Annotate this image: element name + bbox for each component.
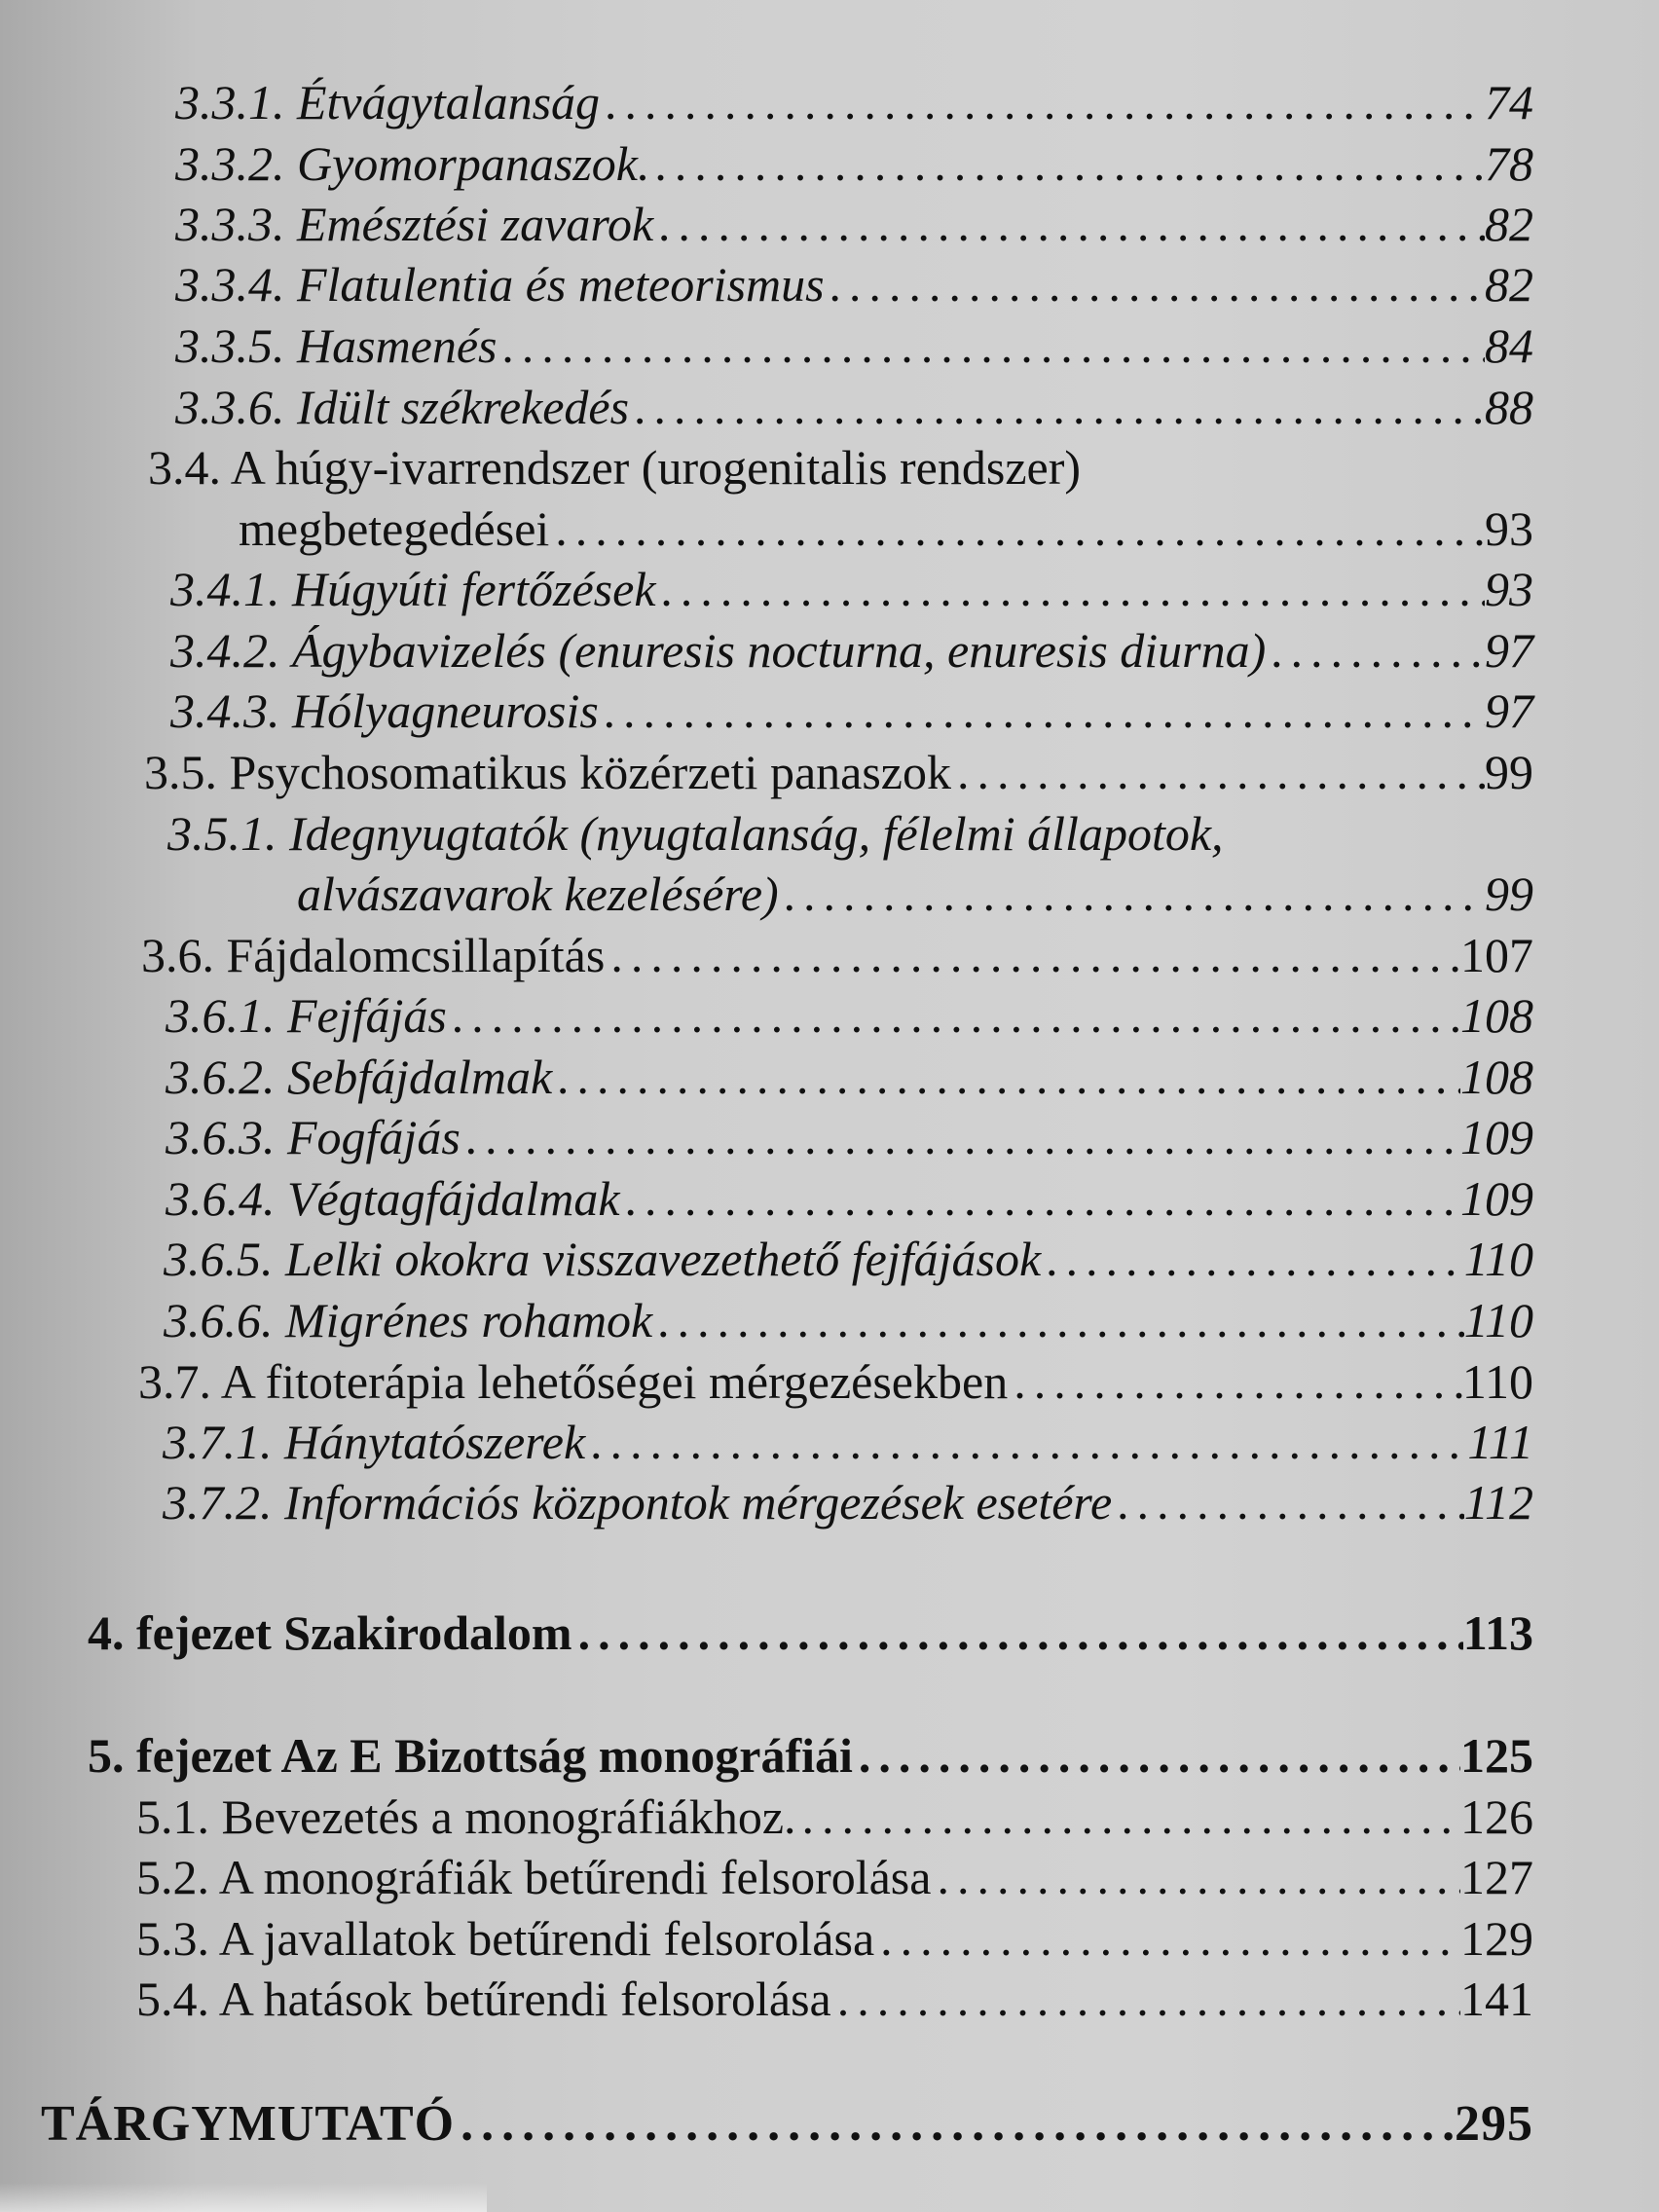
toc-entry-page: 109 xyxy=(1460,1171,1533,1226)
toc-entry-label: 3.6.2. Sebfájdalmak xyxy=(166,1050,553,1104)
leader-dots xyxy=(951,743,1485,801)
leader-dots xyxy=(455,2095,1455,2154)
toc-entry-label: 3.3.2. Gyomorpanaszok. xyxy=(175,136,650,191)
leader-dots xyxy=(831,1970,1460,2028)
toc-chapter-4 xyxy=(88,1604,1533,1662)
toc-entry-label: 3.6.1. Fejfájás xyxy=(166,988,447,1043)
toc-entry-5-3 xyxy=(136,1909,1533,1968)
toc-entry-label: 5. fejezet Az E Bizottság monográfiái xyxy=(88,1728,853,1783)
leader-dots xyxy=(549,499,1485,558)
toc-entry-3-4-1 xyxy=(170,560,1533,618)
leader-dots xyxy=(653,195,1485,253)
toc-entry-label: 3.3.1. Étvágytalanság xyxy=(175,75,601,129)
toc-entry-label: 3.5. Psychosomatikus közérzeti panaszok xyxy=(144,745,951,799)
leader-dots xyxy=(1112,1473,1464,1531)
toc-entry-page: 97 xyxy=(1485,623,1533,678)
toc-entry-page: 108 xyxy=(1460,1050,1533,1104)
toc-entry-page: 112 xyxy=(1463,1475,1533,1530)
toc-entry-label: TÁRGYMUTATÓ xyxy=(41,2096,456,2152)
toc-entry-page: 78 xyxy=(1485,136,1533,191)
leader-dots xyxy=(1008,1352,1462,1411)
toc-entry-3-3-2 xyxy=(175,134,1533,193)
toc-entry-page: 110 xyxy=(1461,1354,1533,1409)
toc-entry-3-3-6 xyxy=(175,378,1533,436)
leader-dots xyxy=(796,1788,1460,1846)
toc-entry-label: 3.3.4. Flatulentia és meteorismus xyxy=(175,257,825,312)
toc-entry-page: 108 xyxy=(1460,988,1533,1043)
toc-entry-page: 97 xyxy=(1485,683,1533,738)
leader-dots xyxy=(656,560,1485,618)
toc-entry-3-6-3 xyxy=(166,1108,1533,1166)
toc-entry-label: 4. fejezet Szakirodalom xyxy=(88,1605,572,1660)
leader-dots xyxy=(552,1048,1460,1106)
toc-entry-label: 3.6.6. Migrénes rohamok xyxy=(164,1293,653,1347)
toc-entry-3-7 xyxy=(138,1352,1533,1411)
toc-entry-5-2 xyxy=(136,1848,1533,1906)
toc-entry-page: 127 xyxy=(1460,1850,1533,1904)
toc-entry-page: 129 xyxy=(1460,1911,1533,1966)
toc-entry-label: 3.4.1. Húgyúti fertőzések xyxy=(170,562,656,616)
toc-entry-label: 3.3.6. Idült székrekedés xyxy=(175,380,630,434)
leader-dots xyxy=(779,865,1485,923)
toc-entry-page: 295 xyxy=(1455,2096,1533,2152)
toc-entry-page: 99 xyxy=(1485,745,1533,799)
toc-entry-3-6-6 xyxy=(164,1291,1533,1349)
leader-dots xyxy=(1041,1230,1464,1288)
leader-dots xyxy=(447,986,1460,1045)
toc-entry-3-4 xyxy=(239,499,1533,558)
toc-entry-label: 3.4.3. Hólyagneurosis xyxy=(170,683,599,738)
toc-entry-3-3-3 xyxy=(175,195,1533,253)
leader-dots xyxy=(600,73,1485,131)
toc-entry-label: 3.6.3. Fogfájás xyxy=(166,1110,461,1164)
toc-entry-page: 110 xyxy=(1463,1232,1533,1286)
toc-entry-label: 3.7. A fitoterápia lehetőségei mérgezésekben xyxy=(138,1354,1009,1409)
leader-dots xyxy=(649,134,1485,193)
leader-dots xyxy=(620,1169,1460,1228)
toc-entry-page: 84 xyxy=(1485,318,1533,373)
toc-entry-label: 3.7.2. Információs központok mérgezések esetére xyxy=(163,1475,1113,1530)
toc-entry-3-3-5 xyxy=(175,316,1533,375)
toc-entry-label: 5.2. A monográfiák betűrendi felsorolása xyxy=(136,1850,932,1904)
toc-entry-3-6-4 xyxy=(166,1169,1533,1228)
toc-entry-page: 82 xyxy=(1485,197,1533,251)
leader-dots xyxy=(498,316,1485,375)
leader-dots xyxy=(853,1726,1460,1785)
toc-entry-label: 3.7.1. Hánytatószerek xyxy=(163,1415,586,1469)
toc-entry-3-3-4 xyxy=(175,255,1533,313)
toc-entry-label: megbetegedései xyxy=(239,501,550,556)
toc-entry-page: 110 xyxy=(1463,1293,1533,1347)
toc-entry-3-3-1 xyxy=(175,73,1533,131)
toc-entry-page: 93 xyxy=(1485,501,1533,556)
toc-entry-label: 5.4. A hatások betűrendi felsorolása xyxy=(136,1972,831,2026)
toc-entry-page: 141 xyxy=(1460,1972,1533,2026)
toc-entry-label: 3.6.4. Végtagfájdalmak xyxy=(166,1171,620,1226)
toc-entry-3-4-2 xyxy=(170,621,1533,680)
toc-entry-3-6-2 xyxy=(166,1048,1533,1106)
toc-entry-3-5-1 xyxy=(297,865,1533,923)
toc-entry-3-6-1 xyxy=(166,986,1533,1045)
toc-entry-label: 3.6.5. Lelki okokra visszavezethető fejfájások xyxy=(164,1232,1042,1286)
leader-dots xyxy=(572,1604,1463,1662)
toc-entry-page: 111 xyxy=(1467,1415,1533,1469)
toc-entry-3-5-1-line1: 3.5.1. Idegnyugtatók (nyugtalanság, félelmi állapotok, xyxy=(167,806,1224,861)
toc-entry-page: 74 xyxy=(1485,75,1533,129)
watermark-strip xyxy=(0,2183,487,2212)
toc-entry-3-6 xyxy=(141,926,1533,984)
toc-entry-label: 3.6. Fájdalomcsillapítás xyxy=(141,928,606,982)
toc-entry-page: 93 xyxy=(1485,562,1533,616)
toc-entry-5-4 xyxy=(136,1970,1533,2028)
toc-entry-3-4-3 xyxy=(170,682,1533,740)
toc-entry-page: 126 xyxy=(1460,1789,1533,1844)
leader-dots xyxy=(585,1413,1467,1471)
leader-dots xyxy=(874,1909,1460,1968)
toc-entry-page: 82 xyxy=(1485,257,1533,312)
toc-chapter-5 xyxy=(88,1726,1533,1785)
toc-entry-page: 125 xyxy=(1460,1728,1533,1783)
leader-dots xyxy=(461,1108,1460,1166)
leader-dots xyxy=(599,682,1485,740)
toc-entry-3-5 xyxy=(144,743,1533,801)
leader-dots xyxy=(931,1848,1460,1906)
toc-entry-3-7-1 xyxy=(163,1413,1533,1471)
toc-entry-page: 109 xyxy=(1460,1110,1533,1164)
leader-dots xyxy=(652,1291,1463,1349)
leader-dots xyxy=(825,255,1485,313)
toc-entry-3-7-2 xyxy=(163,1473,1533,1531)
toc-entry-5-1 xyxy=(136,1788,1533,1846)
toc-entry-label: 3.3.5. Hasmenés xyxy=(175,318,498,373)
toc-entry-label: 3.4.2. Ágybavizelés (enuresis nocturna, enuresis diurna) xyxy=(170,623,1267,678)
leader-dots xyxy=(605,926,1460,984)
toc-entry-label: 5.1. Bevezetés a monográfiákhoz. xyxy=(136,1789,796,1844)
toc-entry-label: 3.3.3. Emésztési zavarok xyxy=(175,197,654,251)
toc-entry-label: alvászavarok kezelésére) xyxy=(297,866,779,921)
toc-entry-page: 88 xyxy=(1485,380,1533,434)
toc-index xyxy=(41,2095,1533,2154)
leader-dots xyxy=(1266,621,1485,680)
toc-entry-page: 99 xyxy=(1485,866,1533,921)
toc-entry-page: 107 xyxy=(1460,928,1533,982)
toc-entry-3-4-line1: 3.4. A húgy-ivarrendszer (urogenitalis rendszer) xyxy=(148,440,1082,495)
toc-entry-page: 113 xyxy=(1462,1605,1533,1660)
toc-entry-3-6-5 xyxy=(164,1230,1533,1288)
toc-entry-label: 5.3. A javallatok betűrendi felsorolása xyxy=(136,1911,875,1966)
leader-dots xyxy=(629,378,1485,436)
